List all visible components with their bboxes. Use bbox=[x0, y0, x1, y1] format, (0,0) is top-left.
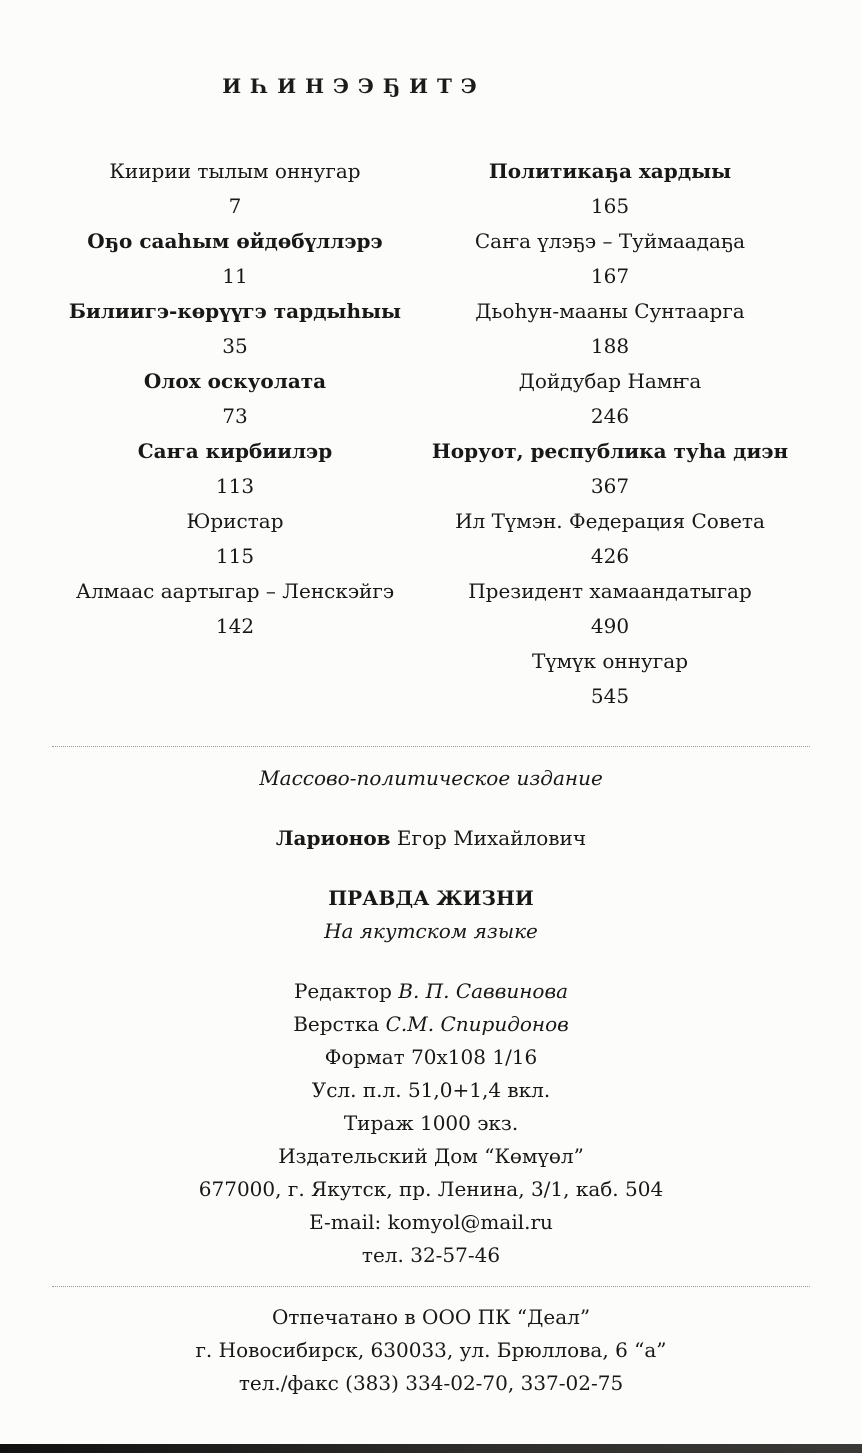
toc-entry-title: Политикаҕа хардыы bbox=[488, 159, 732, 183]
toc-entry-page: 426 bbox=[590, 544, 630, 568]
dotted-separator-top bbox=[52, 746, 810, 747]
toc-entry-title: Дойдубар Намҥа bbox=[518, 369, 702, 393]
publisher-phone: тел. 32-57-46 bbox=[361, 1243, 501, 1267]
format-line: Формат 70x108 1/16 bbox=[324, 1045, 538, 1069]
toc-entry-page: 167 bbox=[590, 264, 630, 288]
editor-line bbox=[0, 975, 862, 1008]
toc-entry-page: 246 bbox=[590, 404, 630, 428]
toc-entry-page: 367 bbox=[590, 474, 630, 498]
toc-entry-page: 35 bbox=[222, 334, 248, 358]
toc-entry-title: Дьоһун-мааны Сунтаарга bbox=[475, 299, 745, 323]
toc-entry-title: Президент хамаандатыгар bbox=[468, 579, 752, 603]
toc-entry-title: Түмүк оннугар bbox=[531, 649, 689, 673]
toc-entry-title: Юристар bbox=[186, 509, 284, 533]
toc-entry-page: 73 bbox=[222, 404, 248, 428]
toc-entry-page: 7 bbox=[228, 194, 242, 218]
toc-entry-title: Киирии тылым оннугар bbox=[109, 159, 361, 183]
editor-label: Редактор bbox=[293, 979, 399, 1003]
toc-entry-page: 188 bbox=[590, 334, 630, 358]
layout-line bbox=[0, 1008, 862, 1041]
toc-entry-title: Билиигэ-көрүүгэ тардыһыы bbox=[68, 299, 402, 323]
toc-entry-title: Саҥа кирбиилэр bbox=[137, 439, 333, 463]
printer-phone-line: тел./факс (383) 334-02-70, 337-02-75 bbox=[238, 1371, 624, 1395]
editor-name: В. П. Саввинова bbox=[398, 979, 569, 1003]
scan-edge-artifact bbox=[0, 1444, 862, 1453]
edition-type: Массово-политическое издание bbox=[259, 766, 603, 790]
author-given-names: Егор Михайлович bbox=[390, 826, 587, 850]
contents-header bbox=[0, 0, 700, 98]
language-note: На якутском языке bbox=[324, 919, 538, 943]
toc-column-right bbox=[425, 154, 795, 714]
printer-info bbox=[0, 1301, 862, 1400]
toc-entry-title: Алмаас аартыгар – Ленскэйгэ bbox=[75, 579, 395, 603]
author-line bbox=[0, 822, 862, 855]
colophon bbox=[0, 762, 862, 1272]
printer-name-line: Отпечатано в ООО ПК “Деал” bbox=[271, 1305, 591, 1329]
contents-title: И Һ И Н Э Э Ҕ И Т Э bbox=[222, 74, 478, 98]
publisher-email: E-mail: komyol@mail.ru bbox=[309, 1210, 553, 1234]
author-surname: Ларионов bbox=[275, 826, 391, 850]
printer-address-line: г. Новосибирск, 630033, ул. Брюллова, 6 “а” bbox=[195, 1338, 667, 1362]
toc-entry-title: Оҕо сааһым өйдөбүллэрэ bbox=[87, 229, 383, 253]
layout-label: Верстка bbox=[293, 1012, 386, 1036]
volume-line: Усл. п.л. 51,0+1,4 вкл. bbox=[311, 1078, 551, 1102]
toc-entry-page: 142 bbox=[215, 614, 255, 638]
toc-entry-title: Олох оскуолата bbox=[143, 369, 327, 393]
toc-entry-page: 165 bbox=[590, 194, 630, 218]
dotted-separator-bottom bbox=[52, 1286, 810, 1287]
toc-entry-title: Саҥа үлэҕэ – Туймаадаҕа bbox=[474, 229, 746, 253]
publisher-address: 677000, г. Якутск, пр. Ленина, 3/1, каб. 504 bbox=[198, 1177, 664, 1201]
toc-entry-title: Ил Түмэн. Федерация Совета bbox=[455, 509, 765, 533]
publisher-line: Издательский Дом “Көмүөл” bbox=[278, 1144, 584, 1168]
toc-entry-title: Норуот, республика туһа диэн bbox=[431, 439, 789, 463]
table-of-contents bbox=[0, 154, 862, 714]
toc-entry-page: 115 bbox=[215, 544, 255, 568]
layout-name: С.М. Спиридонов bbox=[385, 1012, 569, 1036]
toc-entry-page: 11 bbox=[222, 264, 248, 288]
book-title: ПРАВДА ЖИЗНИ bbox=[328, 886, 534, 910]
toc-column-left bbox=[45, 154, 425, 714]
circulation-line: Тираж 1000 экз. bbox=[343, 1111, 519, 1135]
toc-entry-page: 545 bbox=[590, 684, 630, 708]
toc-entry-page: 113 bbox=[215, 474, 255, 498]
toc-entry-page: 490 bbox=[590, 614, 630, 638]
